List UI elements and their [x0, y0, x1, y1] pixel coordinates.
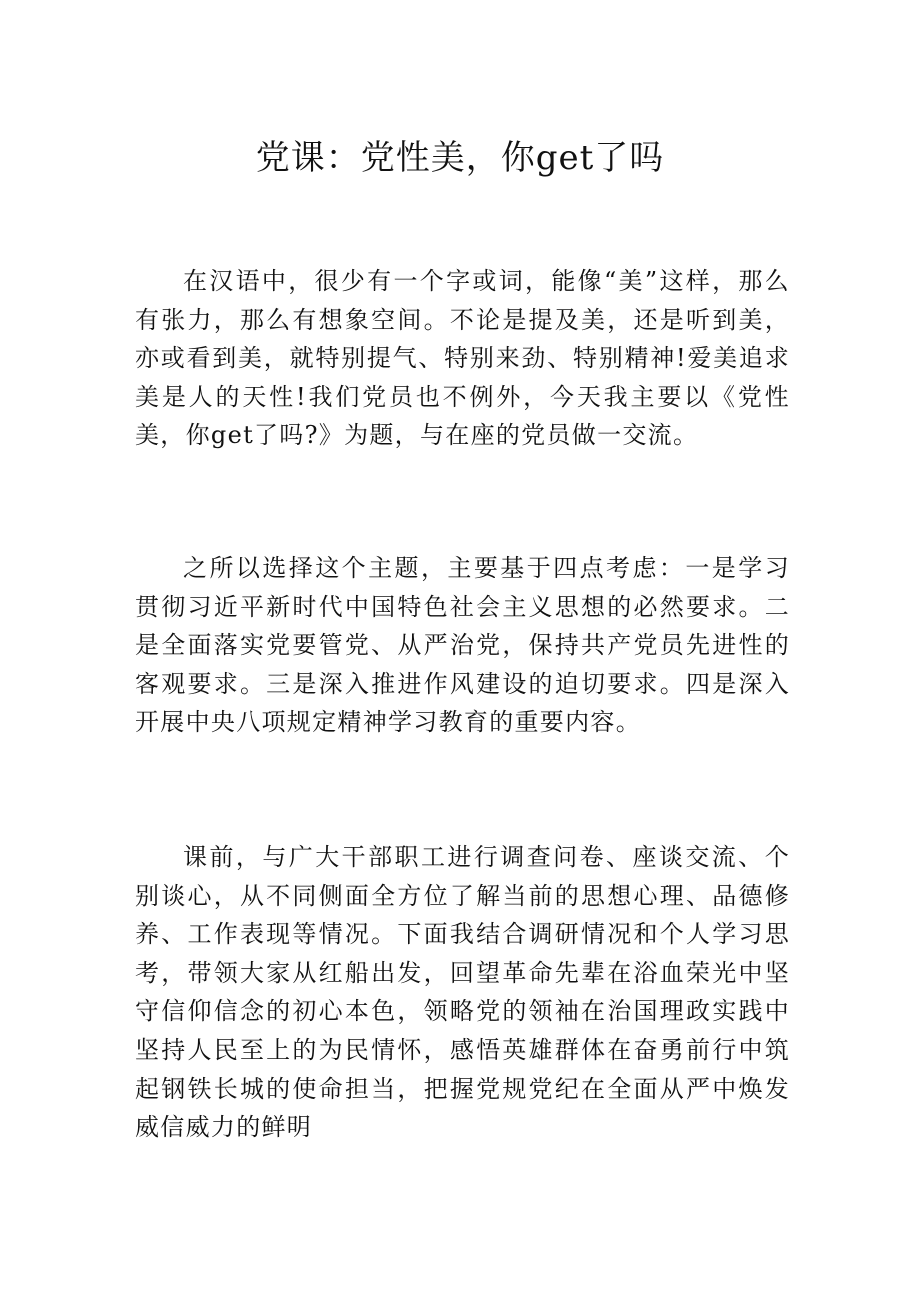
paragraph-1: 在汉语中，很少有一个字或词，能像“美”这样，那么有张力，那么有想象空间。不论是提及美，还是听到美，亦或看到美，就特别提气、特别来劲、特别精神!爱美追求美是人的天性!我们党员也不例外，今天我主要以《党性美，你get了吗?》为题，与在座的党员做一交流。: [135, 267, 790, 450]
paragraph-2: 之所以选择这个主题，主要基于四点考虑：一是学习贯彻习近平新时代中国特色社会主义思想的必然要求。二是全面落实党要管党、从严治党，保持共产党员先进性的客观要求。三是深入推进作风建设的迫切要求。四是深入开展中央八项规定精神学习教育的重要内容。: [135, 554, 790, 737]
paragraph-3: 课前，与广大干部职工进行调查问卷、座谈交流、个别谈心，从不同侧面全方位了解当前的思想心理、品德修养、工作表现等情况。下面我结合调研情况和个人学习思考，带领大家从红船出发，回望革命先辈在浴血荣光中坚守信仰信念的初心本色，领略党的领袖在治国理政实践中坚持人民至上的为民情怀，感悟英雄群体在奋勇前行中筑起钢铁长城的使命担当，把握党规党纪在全面从严中焕发威信威力的鲜明: [135, 843, 790, 1142]
document-title: 党课：党性美，你get了吗: [255, 138, 665, 178]
